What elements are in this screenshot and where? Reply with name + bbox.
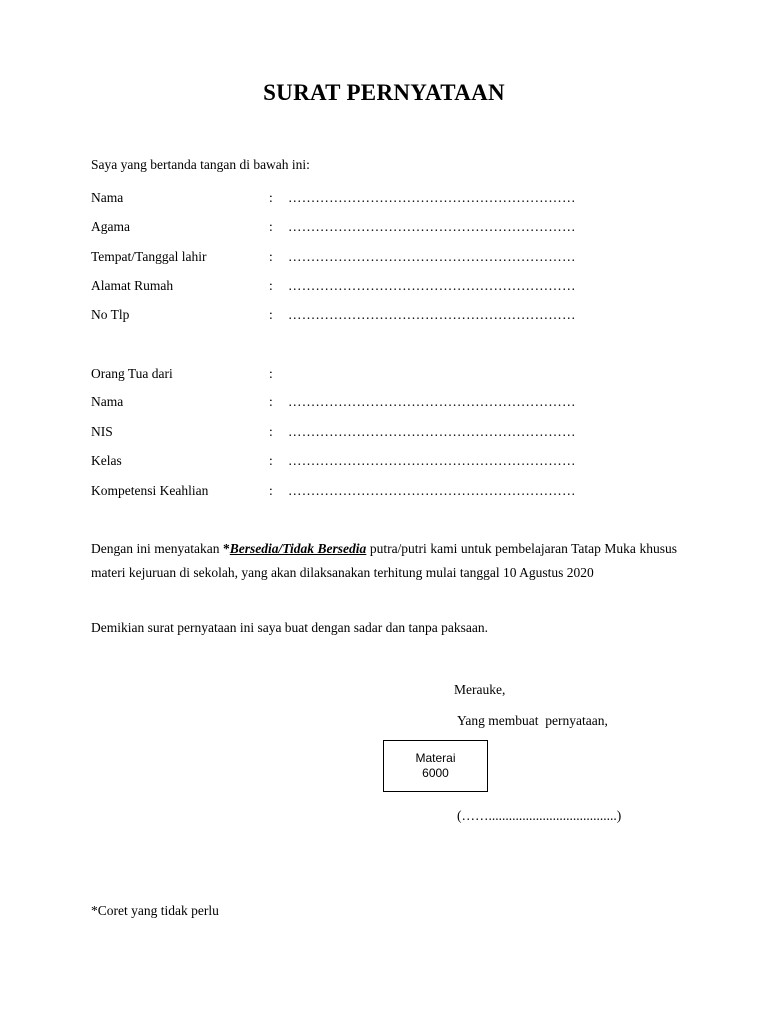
stamp-line-2: 6000 <box>422 766 449 780</box>
field-colon: : <box>269 394 273 409</box>
field-colon: : <box>269 219 273 234</box>
closing-text: Demikian surat pernyataan ini saya buat dengan sadar dan tanpa paksaan. <box>91 620 488 635</box>
field-blank: ……………………………………………………… <box>288 219 576 234</box>
field-label: Nama <box>91 190 124 205</box>
field-colon: : <box>269 307 273 322</box>
signature-place: Merauke, <box>454 682 506 697</box>
field-row-kompetensi-keahlian <box>91 483 631 501</box>
field-label: Nama <box>91 394 124 409</box>
field-blank: ……………………………………………………… <box>288 249 576 264</box>
statement-choice: Bersedia/Tidak Bersedia <box>229 541 367 556</box>
signature-maker: Yang membuat pernyataan, <box>457 713 608 728</box>
field-colon: : <box>269 483 273 498</box>
field-label: NIS <box>91 424 113 439</box>
field-blank: ……………………………………………………… <box>288 307 576 322</box>
field-colon: : <box>269 453 273 468</box>
field-row-tempat-tanggal-lahir <box>91 249 631 267</box>
field-colon: : <box>269 424 273 439</box>
statement-text-after: putra/putri kami untuk pembelajaran Tatap Muka khusus materi kejuruan di sekolah, yang akan dilaksanakan terhitung mulai tanggal 10 Agustus 2020 <box>91 541 677 580</box>
field-row-no-tlp <box>91 307 631 325</box>
field-blank: ……………………………………………………… <box>288 278 576 293</box>
field-row-nama <box>91 190 631 208</box>
field-row-student-nama <box>91 394 631 412</box>
field-row-nis <box>91 424 631 442</box>
field-label: Kelas <box>91 453 122 468</box>
statement-text-before: Dengan ini menyatakan <box>91 541 224 556</box>
field-colon: : <box>269 278 273 293</box>
field-row-agama <box>91 219 631 237</box>
statement-paragraph <box>91 537 677 585</box>
stamp-box <box>383 740 488 792</box>
document-title: SURAT PERNYATAAN <box>263 80 505 105</box>
field-colon: : <box>269 366 273 381</box>
statement-asterisk: * <box>223 541 230 556</box>
field-blank: ……………………………………………………… <box>288 424 576 439</box>
field-row-alamat-rumah <box>91 278 631 296</box>
field-row-kelas <box>91 453 631 471</box>
field-blank: ……………………………………………………… <box>288 483 576 498</box>
student-header-row <box>91 366 631 384</box>
field-label: Tempat/Tanggal lahir <box>91 249 207 264</box>
field-label: Alamat Rumah <box>91 278 174 293</box>
field-blank: ……………………………………………………… <box>288 453 576 468</box>
footnote: *Coret yang tidak perlu <box>91 903 219 918</box>
stamp-line-1: Materai <box>415 751 456 765</box>
field-colon: : <box>269 190 273 205</box>
student-header-label: Orang Tua dari <box>91 366 173 381</box>
field-label: No Tlp <box>91 307 130 322</box>
field-colon: : <box>269 249 273 264</box>
field-blank: ……………………………………………………… <box>288 394 576 409</box>
field-label: Kompetensi Keahlian <box>91 483 209 498</box>
intro-text: Saya yang bertanda tangan di bawah ini: <box>91 157 310 172</box>
signature-name-line: (……......................................) <box>457 808 622 823</box>
field-label: Agama <box>91 219 130 234</box>
field-blank: ……………………………………………………… <box>288 190 576 205</box>
